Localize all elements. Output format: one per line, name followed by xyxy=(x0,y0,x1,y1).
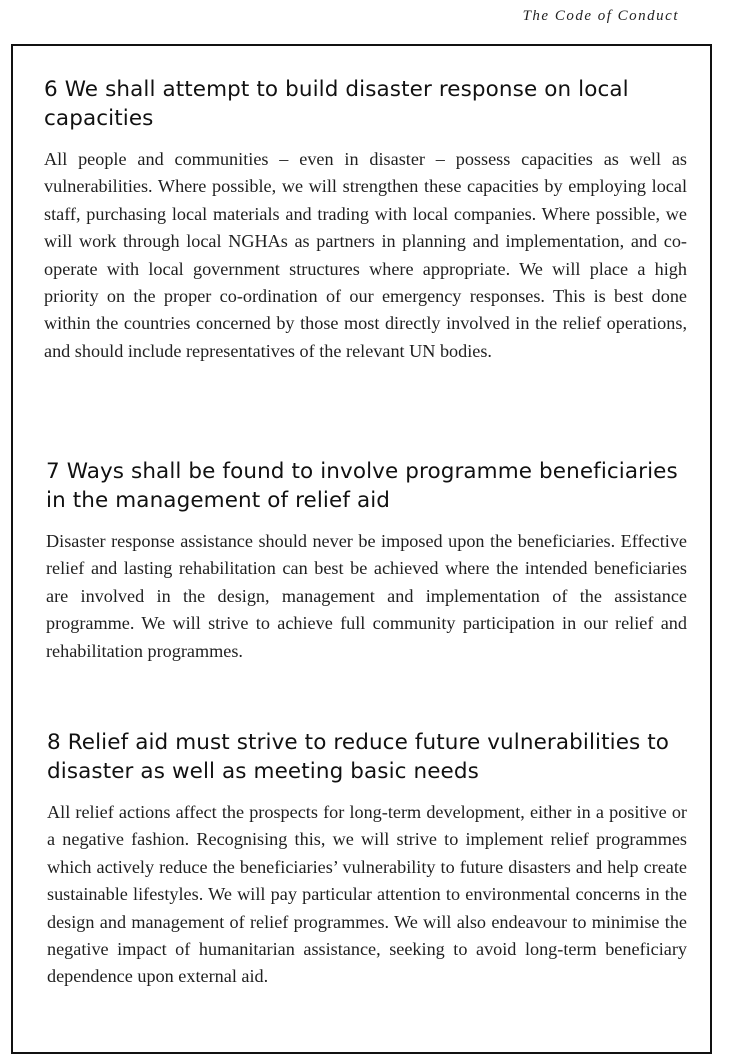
section-8-heading: 8 Relief aid must strive to reduce future vulnerabilities to disaster as well as meeting basic needs xyxy=(47,730,670,784)
section-7-heading: 7 Ways shall be found to involve programme beneficiaries in the management of relief aid xyxy=(46,459,678,513)
section-8-paragraph: All relief actions affect the prospects for long-term development, either in a positive or a negative fashion. Recognising this, we will strive to implement relief programmes which actively reduce the beneficiaries’ vulnerability to future disasters and help create sustainable lifestyles. We will pay particular attention to environmental concerns in the design and management of relief programmes. We will also endeavour to minimise the negative impact of humanitarian assistance, seeking to avoid long-term beneficiary dependence upon external aid. xyxy=(47,802,687,987)
running-header-title: The Code of Conduct xyxy=(522,8,679,24)
section-7-paragraph: Disaster response assistance should never be imposed upon the beneficiaries. Effective relief and lasting rehabilitation can best be achieved where the intended beneficiaries are involved in the design, management and implementation of the assistance programme. We will strive to achieve full community participation in our relief and rehabilitation programmes. xyxy=(46,531,687,661)
section-6 xyxy=(44,75,687,365)
section-6-heading: 6 We shall attempt to build disaster response on local capacities xyxy=(44,77,629,131)
section-7 xyxy=(46,457,687,665)
section-8 xyxy=(47,728,687,991)
section-6-paragraph: All people and communities – even in disaster – possess capacities as well as vulnerabilities. Where possible, we will strengthen these capacities by employing local staff, purchasing local materials and trading with local companies. Where possible, we will work through local NGHAs as partners in planning and implementation, and co-operate with local government structures where appropriate. We will place a high priority on the proper co-ordination of our emergency responses. This is best done within the countries concerned by those most directly involved in the relief operations, and should include representatives of the relevant UN bodies. xyxy=(44,149,687,361)
